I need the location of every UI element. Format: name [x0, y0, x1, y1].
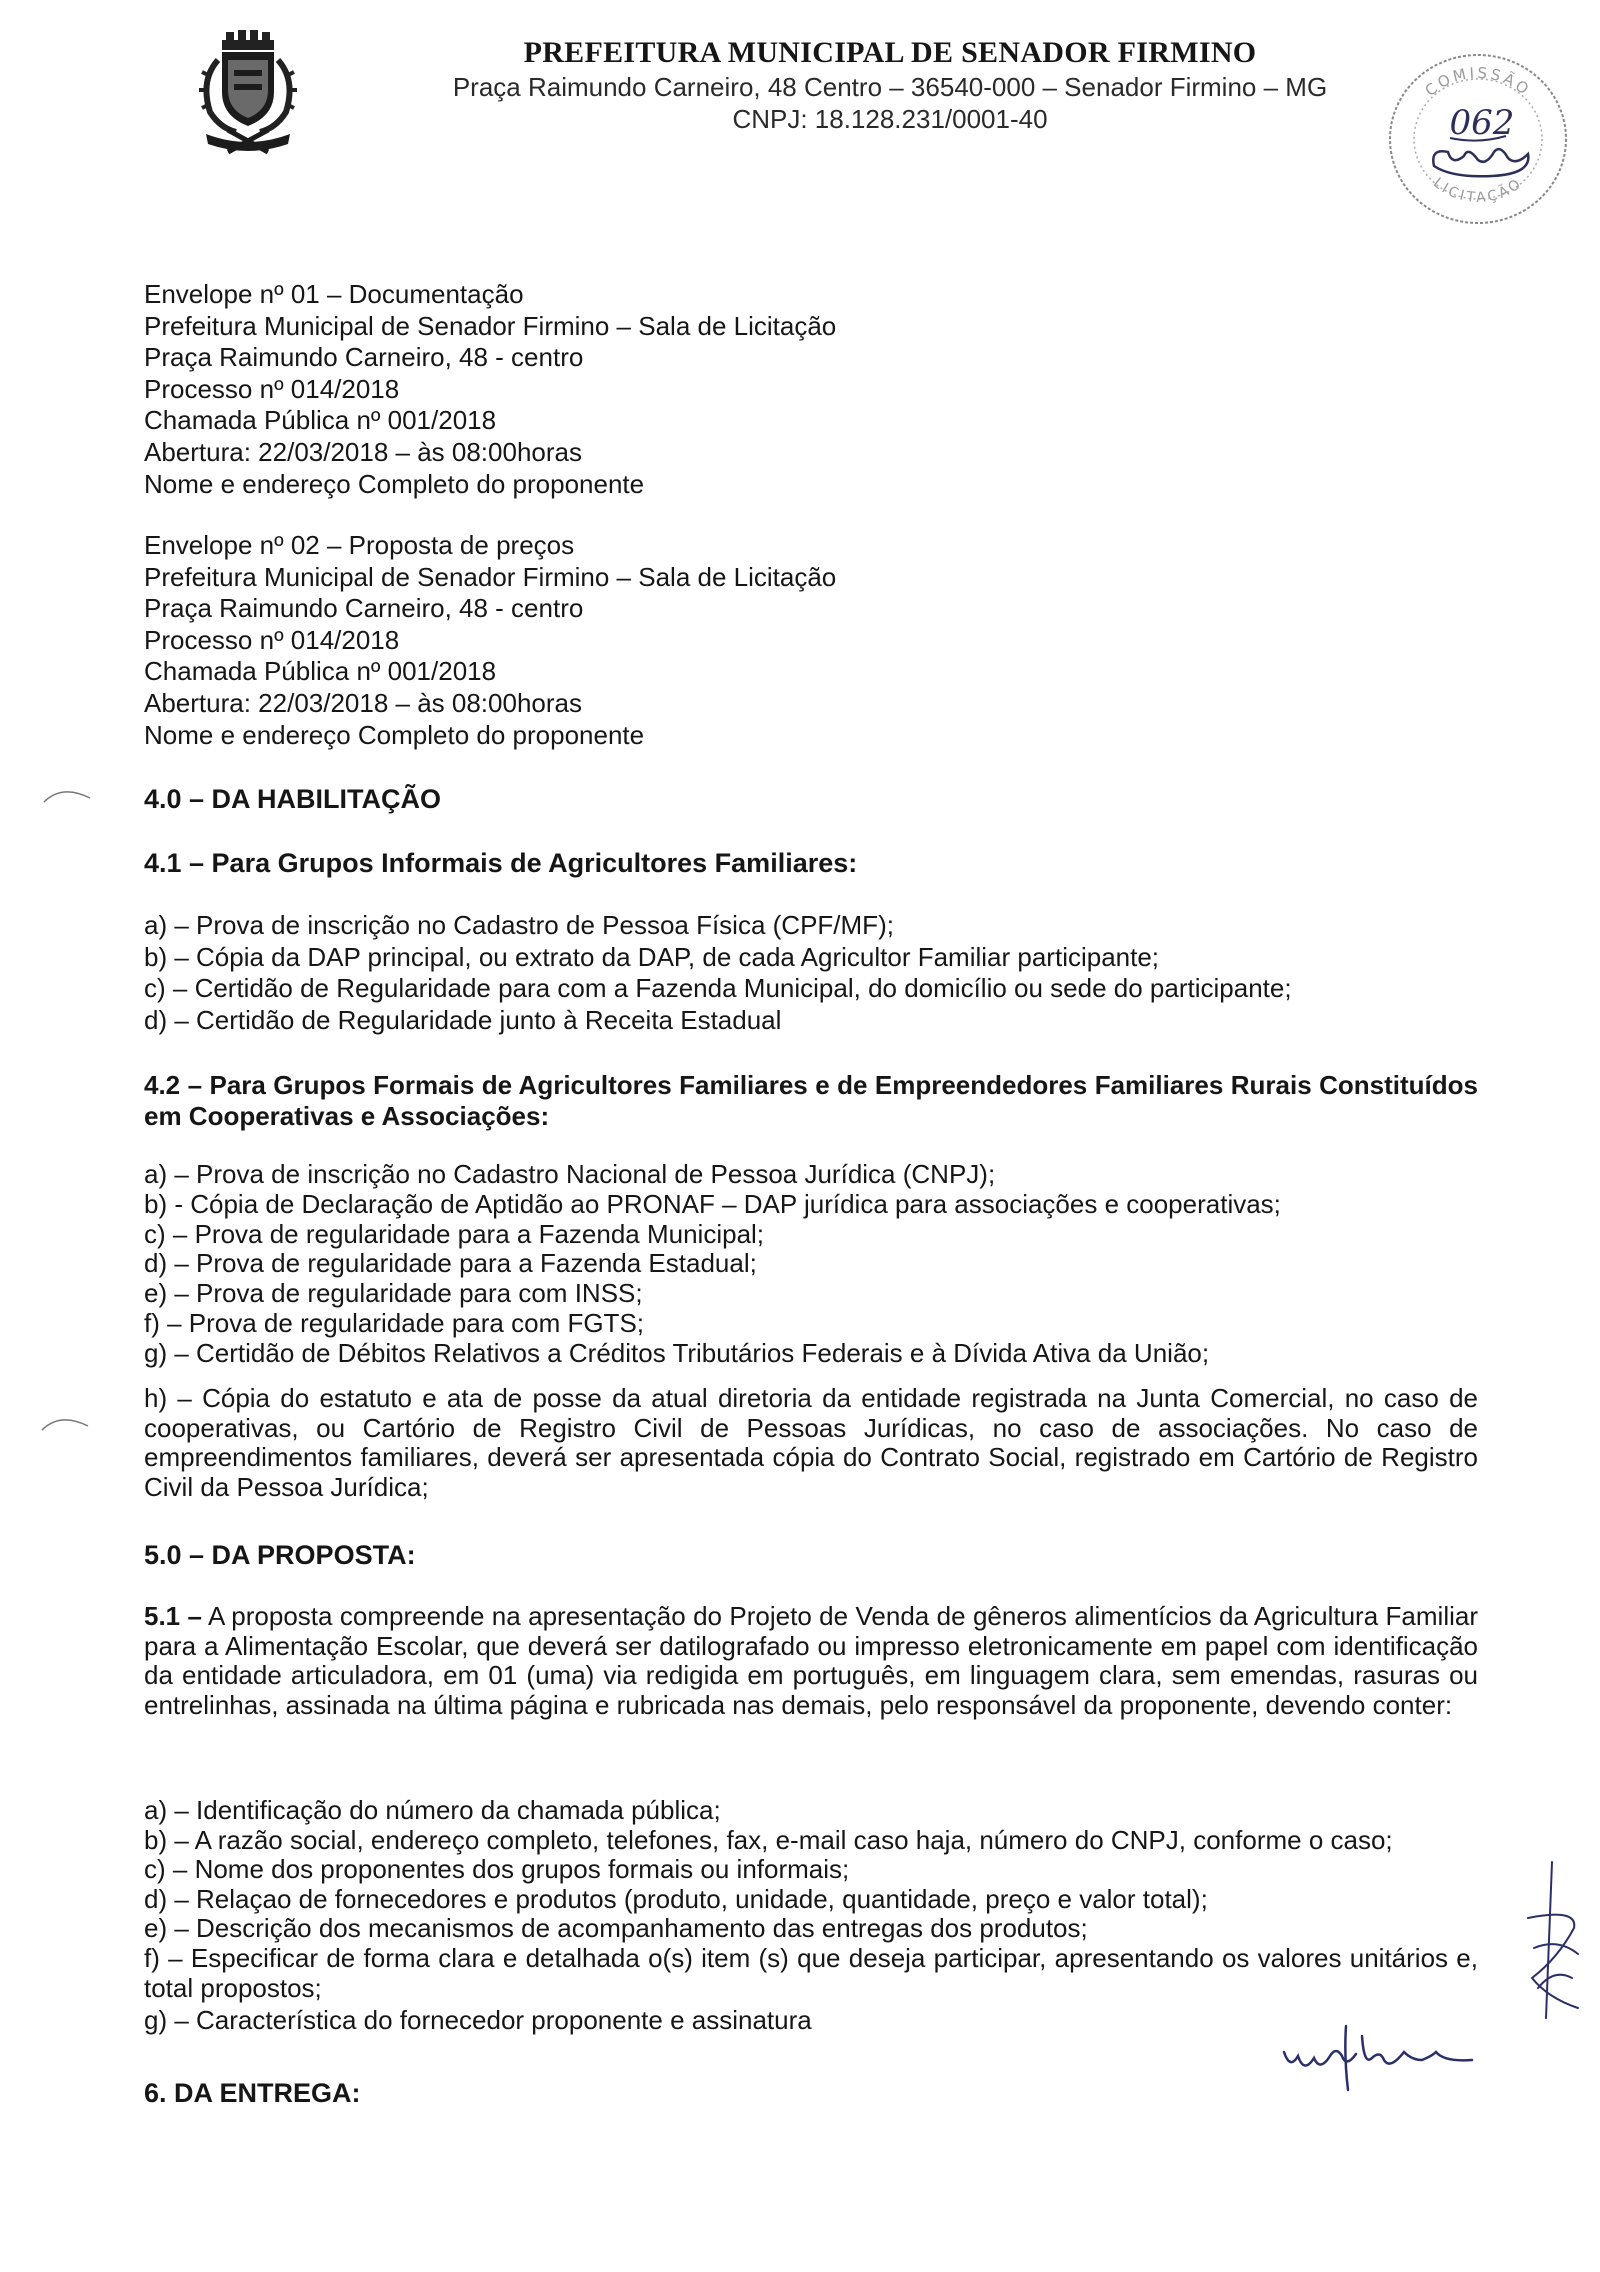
list-item: b) – Cópia da DAP principal, ou extrato da DAP, de cada Agricultor Familiar participante;: [144, 941, 1160, 972]
stamp-number: 062: [1449, 103, 1515, 143]
header-title: PREFEITURA MUNICIPAL DE SENADOR FIRMINO: [523, 36, 1257, 69]
section-6-heading: 6. DA ENTREGA:: [144, 2078, 361, 2108]
stamp-bottom-text: LICITAÇÃO: [1429, 174, 1527, 207]
margin-mark: [38, 1410, 94, 1434]
section-5-heading: 5.0 – DA PROPOSTA:: [144, 1540, 416, 1570]
list-item: a) – Prova de inscrição no Cadastro de Pessoa Física (CPF/MF);: [144, 910, 894, 940]
envelope-1-block: [144, 279, 1479, 500]
list-item: c) – Nome dos proponentes dos grupos formais ou informais;: [144, 1854, 850, 1885]
section-5-list: [144, 1796, 1479, 1944]
envelope-1-line: Abertura: 22/03/2018 – às 08:00horas: [144, 436, 582, 467]
list-item: e) – Prova de regularidade para com INSS;: [144, 1278, 643, 1309]
list-item: g) – Certidão de Débitos Relativos a Créditos Tributários Federais e à Dívida Ativa da União;: [144, 1337, 1210, 1368]
list-item: c) – Certidão de Regularidade para com a Fazenda Municipal, do domicílio ou sede do participante;: [144, 973, 1292, 1004]
handwritten-initials-signature: [1518, 1858, 1588, 2028]
list-item-h: h) – Cópia do estatuto e ata de posse da atual diretoria da entidade registrada na Junta Comercial, no caso de cooperativas, ou Cartório de Registro Civil de Pessoas Jurídicas, no caso de associações. No caso de empreendimentos familiares, deverá ser apresentada cópia do Contrato Social, registrado em Cartório de Registro Civil da Pessoa Jurídica;: [144, 1383, 1478, 1502]
header-cnpj: CNPJ: 18.128.231/0001-40: [732, 104, 1048, 134]
list-item: d) – Prova de regularidade para a Fazenda Estadual;: [144, 1248, 757, 1279]
list-item: c) – Prova de regularidade para a Fazenda Municipal;: [144, 1218, 765, 1249]
margin-mark: [40, 782, 96, 806]
envelope-2-line: Abertura: 22/03/2018 – às 08:00horas: [144, 687, 582, 718]
envelope-1-line: Chamada Pública nº 001/2018: [144, 405, 497, 436]
section-4-1-list: [144, 910, 1479, 1036]
list-item-g: g) – Característica do fornecedor proponente e assinatura: [144, 2005, 812, 2035]
commission-stamp: [1382, 48, 1574, 230]
stamp-top-text: COMISSÃO: [1421, 63, 1535, 100]
envelope-1-line: Envelope nº 01 – Documentação: [144, 279, 524, 309]
list-item: a) – Identificação do número da chamada pública;: [144, 1795, 721, 1825]
list-item: b) – A razão social, endereço completo, telefones, fax, e-mail caso haja, número do CNPJ, conforme o caso;: [144, 1824, 1393, 1855]
section-4-1-heading: 4.1 – Para Grupos Informais de Agricultores Familiares:: [144, 848, 858, 878]
svg-text:LICITAÇÃO: [1430, 175, 1526, 206]
envelope-2-line: Prefeitura Municipal de Senador Firmino – Sala de Licitação: [144, 561, 837, 592]
section-5-1-number: 5.1 –: [144, 1601, 203, 1631]
section-4-2-list: [144, 1160, 1479, 1369]
section-4-heading: 4.0 – DA HABILITAÇÃO: [144, 784, 442, 814]
handwritten-rubric-signature: [1276, 2016, 1476, 2092]
header-address: Praça Raimundo Carneiro, 48 Centro – 36540-000 – Senador Firmino – MG: [452, 72, 1328, 102]
list-item: e) – Descrição dos mecanismos de acompanhamento das entregas dos produtos;: [144, 1913, 1088, 1944]
list-item-f: f) – Especificar de forma clara e detalhada o(s) item (s) que deseja participar, apresentando os valores unitários e, total propostos;: [144, 1943, 1478, 2003]
section-4-2-heading: 4.2 – Para Grupos Formais de Agricultores Familiares e de Empreendedores Familiares Rurais Constituídos em Cooperativas e Associações:: [144, 1070, 1478, 1131]
list-item: a) – Prova de inscrição no Cadastro Nacional de Pessoa Jurídica (CNPJ);: [144, 1159, 996, 1189]
list-item: d) – Certidão de Regularidade junto à Receita Estadual: [144, 1004, 782, 1035]
envelope-2-line: Envelope nº 02 – Proposta de preços: [144, 530, 575, 560]
envelope-2-line: Praça Raimundo Carneiro, 48 - centro: [144, 593, 584, 624]
envelope-2-line: Nome e endereço Completo do proponente: [144, 719, 645, 750]
municipal-crest-logo: [192, 30, 304, 156]
envelope-1-line: Prefeitura Municipal de Senador Firmino – Sala de Licitação: [144, 310, 837, 341]
envelope-1-line: Praça Raimundo Carneiro, 48 - centro: [144, 342, 584, 373]
envelope-2-line: Processo nº 014/2018: [144, 624, 400, 655]
envelope-2-line: Chamada Pública nº 001/2018: [144, 656, 497, 687]
list-item: b) - Cópia de Declaração de Aptidão ao PRONAF – DAP jurídica para associações e cooperativas;: [144, 1188, 1281, 1219]
envelope-2-block: [144, 530, 1479, 751]
svg-text:COMISSÃO: [1422, 64, 1535, 100]
list-item: d) – Relaçao de fornecedores e produtos (produto, unidade, quantidade, preço e valor total);: [144, 1883, 1208, 1914]
envelope-1-line: Nome e endereço Completo do proponente: [144, 468, 645, 499]
section-5-1-paragraph: [144, 1602, 1478, 1720]
list-item: f) – Prova de regularidade para com FGTS;: [144, 1307, 645, 1338]
envelope-1-line: Processo nº 014/2018: [144, 373, 400, 404]
section-5-1-text: A proposta compreende na apresentação do Projeto de Venda de gêneros alimentícios da Agricultura Familiar para a Alimentação Escolar, que deverá ser datilografado ou impresso eletronicamente em papel com identificação da entidade articuladora, em 01 (uma) via redigida em português, em linguagem clara, sem emendas, rasuras ou entrelinhas, assinada na última página e rubricada nas demais, pelo responsável da proponente, devendo conter:: [144, 1601, 1478, 1720]
